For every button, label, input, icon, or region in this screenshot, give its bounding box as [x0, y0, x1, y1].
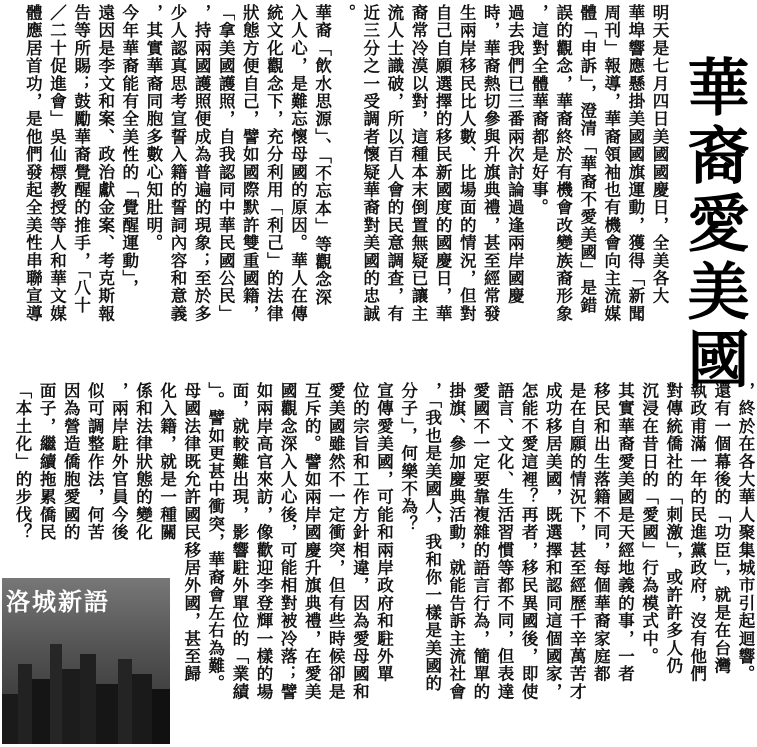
bottom-text-column: 是在自願的情況下，甚至經歷千辛萬苦才 [567, 382, 587, 701]
top-text-column: 統文化觀念下，充分利用「利己」的法律 [264, 4, 284, 323]
bottom-text-column: 執政甫滿一年的民進黨政府，沒有他們 [687, 382, 707, 683]
top-text-column: 「拿美國護照，自我認同中華民國公民」 [216, 4, 236, 323]
bottom-text-column: 「本土化」的步伐？ [13, 382, 32, 542]
bottom-text-column: 愛美國雖然不一定衝突，但有些時候卻是 [326, 382, 346, 701]
top-text-column: 遠因是李文和案、政治獻金案、考克斯報 [95, 4, 115, 323]
bottom-text-column: 其實華裔愛美國是天經地義的事，一者 [615, 382, 635, 683]
bottom-text-column: ，「我也是美國人，我和你一樣是美國的 [422, 382, 442, 693]
bottom-text-column: 語言、文化、生活習慣等都不同，但表達 [495, 382, 514, 701]
bottom-text-column: 宣傳愛美國，可能和兩岸政府和駐外單 [374, 382, 394, 683]
city-skyline-image [2, 624, 170, 744]
bottom-text-column: 化入籍，就是一種關 [157, 382, 177, 542]
top-text-column: 告等所賜；鼓勵華裔覺醒的推手，「八十 [71, 4, 91, 315]
top-text-column: 裔常冷漠以對，這種本末倒置無疑已讓主 [409, 4, 428, 323]
top-text-column: 入人心，是難忘懷母國的原因。華人在傳 [288, 4, 308, 323]
top-text-column: 周刊」報導，華裔領袖也有機會向主流媒 [601, 4, 621, 323]
top-text-column: 華裔「飲水思源」、「不忘本」等觀念深 [312, 4, 332, 307]
bottom-text-column: 怎能不愛這裡？再者，移民異國後，即使 [519, 382, 539, 701]
top-text-column: 今年華裔能有全美性的「覺醒運動」， [119, 4, 139, 297]
bottom-text-column: 移民和出生落籍不同，每個華裔家庭都 [591, 382, 611, 683]
bottom-text-column: 母國法律既允許國民移居外國，甚至歸 [181, 382, 201, 683]
article-title: 華裔愛美國 [677, 55, 750, 395]
bottom-text-column: 國觀念深入人心後，可能相對被冷落；譬 [278, 382, 298, 701]
bottom-text-column: 位的宗旨和工作方針相違，因為愛母國和 [350, 382, 370, 701]
bottom-text-column: 似可調整作法，何苦 [85, 382, 105, 542]
bottom-text-column: 面，就較難出現，影響駐外單位的「業績 [229, 382, 249, 701]
top-text-column: 體應居首功，是他們發起全美性串聯宣導 [23, 4, 43, 323]
bottom-text-column: 愛國不一定要靠複雜的語言行為，簡單的 [470, 382, 490, 701]
bottom-text-column: 面子，繼續拖累僑民 [37, 382, 57, 542]
top-text-column: 。 [336, 4, 356, 22]
bottom-text-column: 掛旗、參加慶典活動，就能告訴主流社會 [446, 382, 466, 701]
bottom-text-column: 因為營造僑胞愛國的 [61, 382, 81, 542]
top-text-column: ，其實華裔同胞多數心知肚明。 [143, 4, 163, 252]
top-text-column: 華埠響應懸掛美國國旗運動，獲得「新聞 [625, 4, 645, 323]
top-text-column: 流人士識破，所以百人會的民意調查，有 [384, 4, 404, 323]
top-text-column: 自己自願選擇的移民新國度的國慶日，華 [433, 4, 453, 323]
bottom-text-column: 分子」，何樂不為？ [398, 382, 418, 534]
top-text-column: ／二十促進會」吳仙標教授等人和華文媒 [47, 4, 67, 323]
bottom-text-column: 還有一個幕後的「功臣」，就是在台灣 [711, 382, 731, 675]
bottom-text-column: 對傳統僑社的「刺激」，或許許多人仍 [663, 382, 683, 675]
bottom-text-column: 沉浸在昔日的「愛國」行為模式中。 [639, 382, 659, 666]
bottom-text-column: 如兩岸高官來訪，像歡迎李登輝一樣的場 [254, 382, 273, 701]
top-text-column: ，持兩國護照便成為普遍的現象；至於多 [192, 4, 212, 323]
top-text-column: 體「申訴」，澄清「華裔不愛美國」是錯 [577, 4, 597, 315]
bottom-text-column: 成功移居美國，既選擇和認同這個國家， [543, 382, 563, 701]
logo-title: 洛城新語 [6, 588, 110, 616]
bottom-text-column: ，終於在各大華人聚集城市引起迴響。 [736, 382, 755, 683]
bottom-text-column: ，兩岸駐外官員今後 [109, 382, 129, 542]
top-text-column: 近三分之一受調者懷疑華裔對美國的忠誠 [360, 4, 380, 323]
top-text-column: 少人認真思考宣誓入籍的誓詞內容和意義 [168, 4, 187, 323]
top-text-column: 時，華裔熱切參與升旗典禮，甚至經常發 [481, 4, 501, 323]
top-text-column: 明天是七月四日美國國慶日，全美各大 [650, 4, 669, 305]
section-divider [0, 372, 757, 373]
bottom-text-column: 互斥的。譬如兩岸國慶升旗典禮，在愛美 [302, 382, 322, 701]
top-text-column: ，這對全體華裔都是好事。 [529, 4, 549, 217]
top-text-column: 生兩岸移民比人數、比場面的情況，但對 [457, 4, 477, 323]
column-logo [2, 578, 170, 744]
top-text-column: 誤的觀念，華裔終於有機會改變族裔形象 [553, 4, 573, 323]
bottom-text-column: 」。譬如更甚中衝突，華裔會左右為難。 [205, 382, 225, 693]
top-text-column: 過去我們已三番兩次討論過逢兩岸國慶 [505, 4, 525, 305]
bottom-text-column: 係和法律狀態的變化 [133, 382, 153, 542]
top-text-column: 狀態方便自己，譬如國際默許雙重國籍， [240, 4, 260, 323]
